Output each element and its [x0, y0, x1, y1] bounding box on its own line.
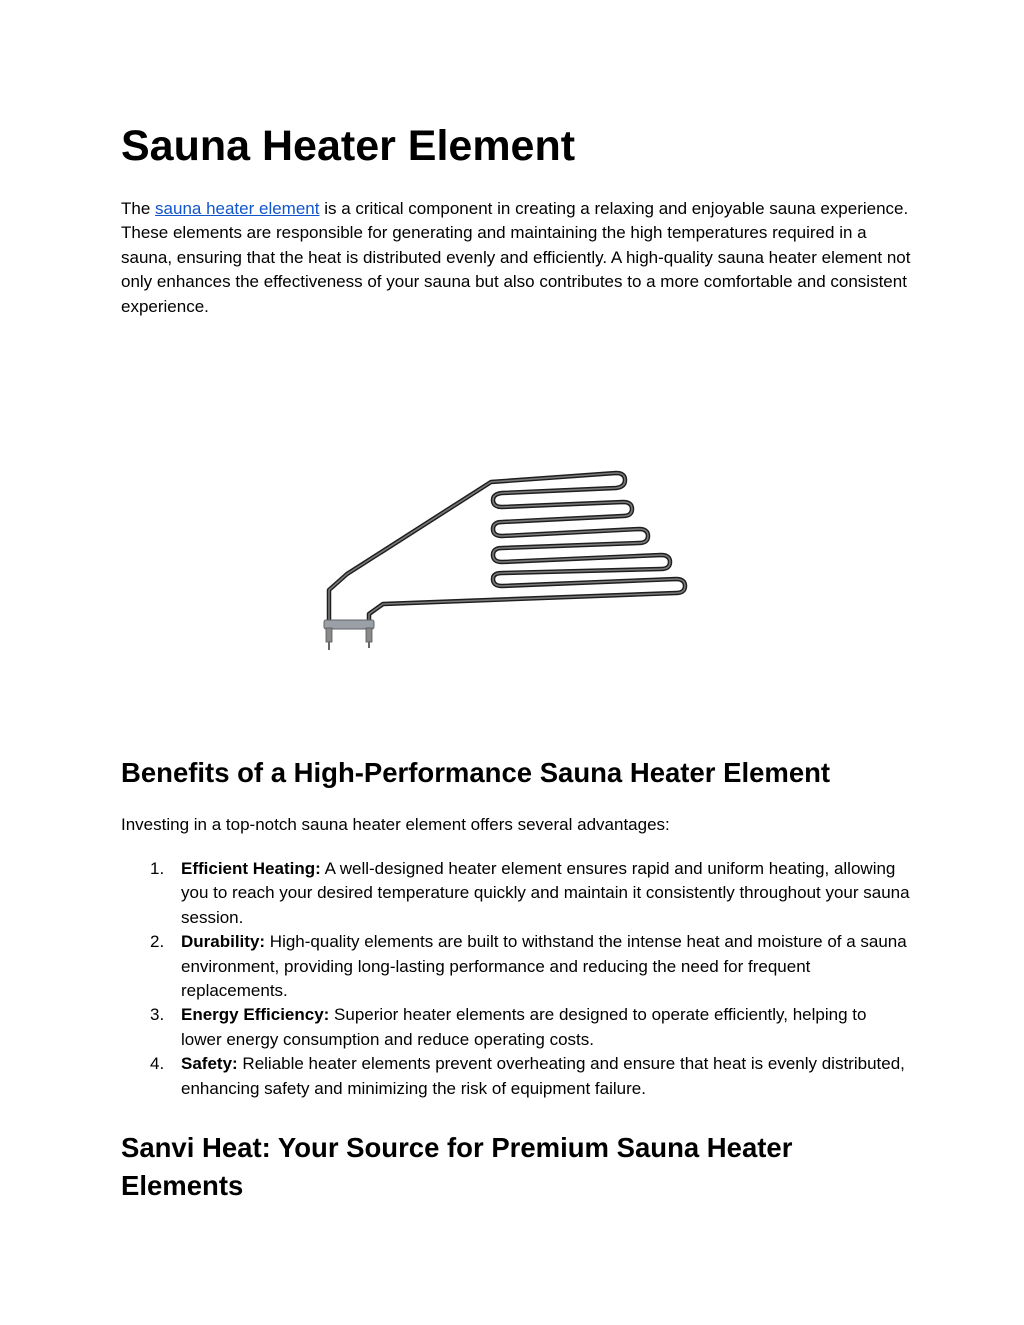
list-item — [121, 857, 911, 930]
list-item-text: Reliable heater elements prevent overheating and ensure that heat is evenly distributed, enhancing safety and minimizing the risk of equipment failure. — [181, 1054, 905, 1098]
list-item-label: Efficient Heating: — [181, 859, 321, 878]
intro-text-rest: is a critical component in creating a relaxing and enjoyable sauna experience. These elements are responsible for generating and maintaining the high temperatures required in a sauna, ensuring that the heat is distributed evenly and efficiently. A high-quality sauna heater element not only enhances the effectiveness of your sauna but also contributes to a more comfortable and consistent experience. — [121, 199, 911, 316]
list-item-label: Energy Efficiency: — [181, 1005, 330, 1025]
list-item — [121, 1003, 911, 1052]
intro-text-start: The — [121, 199, 156, 218]
list-item-text: Superior heater elements are designed to operate efficiently, helping to lower energy consumption and reduce operating costs. — [181, 1005, 867, 1049]
page-title: Sauna Heater Element — [121, 122, 576, 170]
list-item-number: 3. — [150, 1005, 165, 1025]
list-item-number: 1. — [150, 859, 165, 878]
list-item-text: High-quality elements are built to withstand the intense heat and moisture of a sauna environment, providing long-lasting performance and reducing the need for frequent replacements. — [181, 932, 907, 1001]
heater-element-illustration — [321, 462, 701, 657]
list-item-text: A well-designed heater element ensures rapid and uniform heating, allowing you to reach your desired temperature quickly and maintain it consistently throughout your sauna session. — [181, 859, 910, 927]
benefits-lead: Investing in a top-notch sauna heater element offers several advantages: — [121, 815, 670, 834]
list-item-number: 2. — [150, 932, 165, 952]
list-item — [121, 930, 911, 1003]
intro-paragraph — [121, 197, 911, 319]
list-item-label: Safety: — [181, 1054, 238, 1074]
list-item — [121, 1052, 911, 1101]
list-item-label: Durability: — [181, 932, 266, 952]
list-item-number: 4. — [150, 1054, 165, 1074]
heater-element-image — [321, 462, 701, 657]
benefits-heading: Benefits of a High-Performance Sauna Heater Element — [121, 757, 831, 788]
sanvi-heading: Sanvi Heat: Your Source for Premium Sauna Heater Elements — [121, 1132, 793, 1201]
sauna-heater-element-link[interactable]: sauna heater element — [155, 199, 320, 218]
benefits-list — [121, 857, 911, 1101]
